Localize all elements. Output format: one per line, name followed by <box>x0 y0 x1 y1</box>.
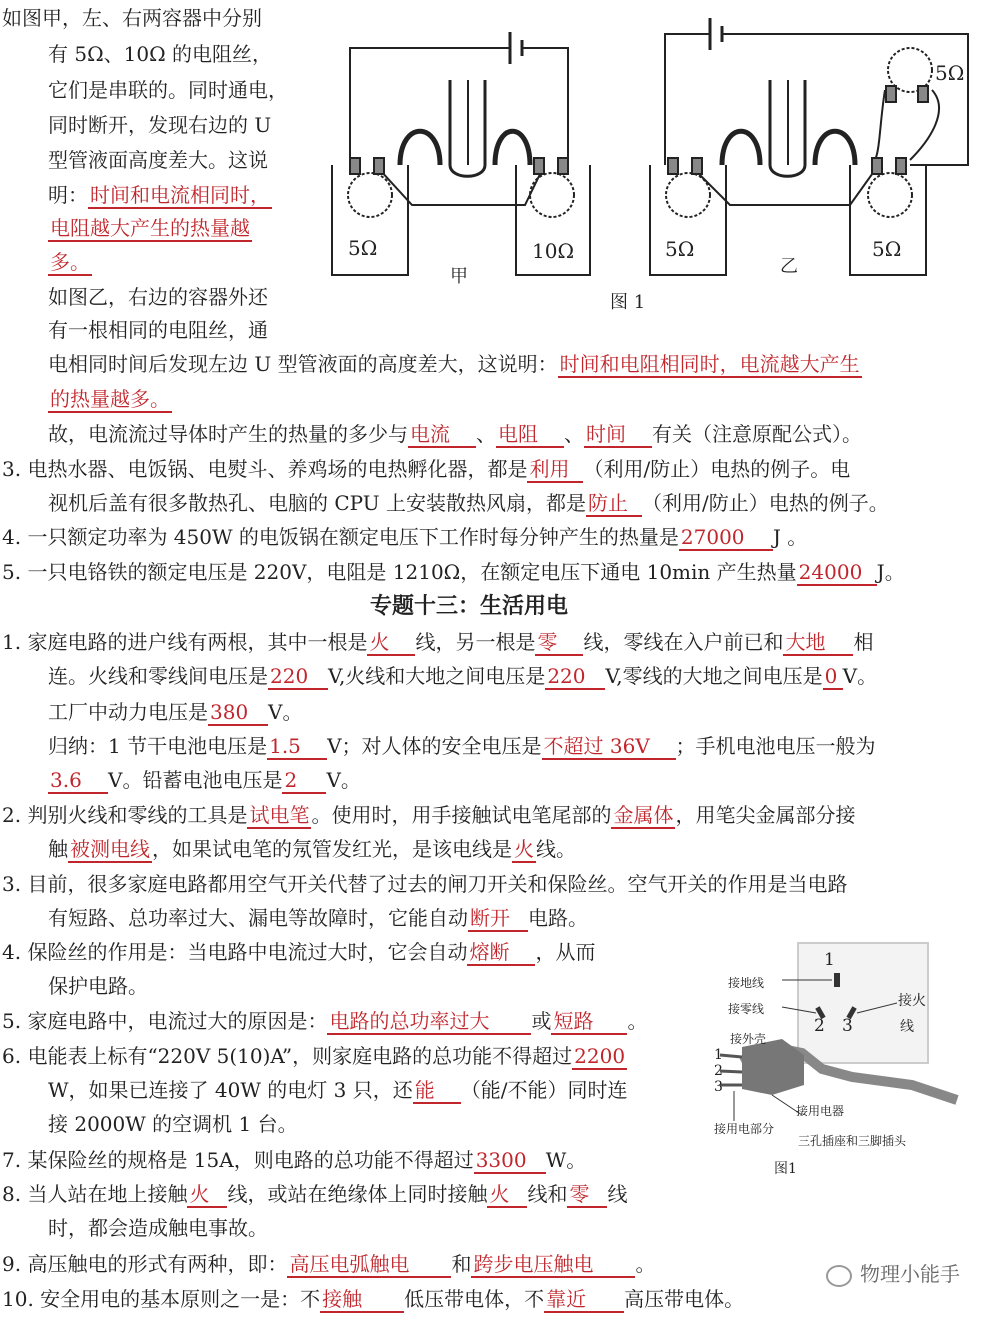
text: V；对人体的安全电压是 <box>327 734 542 758</box>
intro-line <box>48 350 862 378</box>
text: J 。 <box>772 525 808 549</box>
answer: 不超过 36V <box>542 734 676 760</box>
text: 线，零线在入户前已和 <box>583 630 784 654</box>
text: 相 <box>853 630 874 654</box>
question-3 <box>2 455 850 483</box>
text: 触 <box>48 837 68 861</box>
socket-label: 接火 <box>898 993 926 1009</box>
text: 5. 一只电铬铁的额定电压是 220V，电阻是 1210Ω，在额定电压下通电 10min 产生热量 <box>2 560 797 584</box>
text: 线，或站在绝缘体上同时接触 <box>227 1182 488 1206</box>
answer: 零 <box>535 630 583 656</box>
intro-line: 如图乙，右边的容器外还 <box>48 285 268 309</box>
plug-pin <box>720 1055 742 1057</box>
answer: 2 <box>282 768 326 794</box>
text: V,零线的大地之间电压是 <box>605 664 823 688</box>
answer: 电阻 <box>496 422 564 448</box>
answer: 防止 <box>586 491 642 517</box>
answer: 短路 <box>551 1009 627 1035</box>
text: W。 <box>545 1148 587 1172</box>
text: 低压带电体，不 <box>404 1287 545 1311</box>
text: 连。火线和零线间电压是 <box>48 664 268 688</box>
plug-label: 接用电器 <box>796 1104 845 1118</box>
text: 和 <box>451 1252 472 1276</box>
plug-pin <box>720 1071 742 1072</box>
answer: 能 <box>413 1078 461 1104</box>
text: V。 <box>842 664 878 688</box>
resistor-label: 5Ω <box>665 237 695 261</box>
intro-line: 如图甲，左、右两容器中分别 <box>2 6 262 30</box>
answer: 3.6 <box>48 768 108 794</box>
text: （能/不能）同时连 <box>460 1078 628 1102</box>
answer: 火 <box>187 1182 227 1208</box>
wechat-icon <box>826 1265 852 1287</box>
answer: 时间和电阻相同时，电流越大产生 <box>559 352 860 376</box>
text: 4. 一只额定功率为 450W 的电饭锅在额定电压下工作时每分钟产生的热量是 <box>2 525 679 549</box>
resistor-label: 10Ω <box>532 239 575 263</box>
figure-label: 乙 <box>780 256 798 277</box>
item-1-line3 <box>48 698 302 726</box>
socket-figure <box>712 935 987 1185</box>
item-10 <box>2 1285 744 1313</box>
answer: 熔断 <box>467 940 535 966</box>
text: 有短路、总功率过大、漏电等故障时，它能自动 <box>48 906 468 930</box>
answer: 电流 <box>408 422 476 448</box>
text: 电路。 <box>528 906 588 930</box>
text: J。 <box>876 560 905 584</box>
resistor-label: 5Ω <box>935 61 965 85</box>
answer: 被测电线 <box>70 837 150 861</box>
text: 9. 高压触电的形式有两种，即： <box>2 1252 288 1276</box>
text: ，如果试电笔的氖管发红光，是该电线是 <box>152 837 512 861</box>
item-2-line2 <box>48 835 576 863</box>
answer: 接触 <box>320 1287 404 1313</box>
figure-1-circuit <box>320 0 990 320</box>
answer: 跨步电压触电 <box>471 1252 635 1278</box>
plug-label: 接外壳 <box>730 1032 767 1046</box>
text: 电相同时间后发现左边 U 型管液面的高度差大，这说明： <box>48 352 558 376</box>
text: 。 <box>627 1009 648 1033</box>
answer: 时间和电流相同时， <box>90 183 270 207</box>
text: （利用/防止）电热的例子。电 <box>583 457 851 481</box>
intro-line <box>48 420 862 448</box>
answer: 火 <box>514 837 534 861</box>
answer: 时间 <box>584 422 652 448</box>
text: W，如果已连接了 40W 的电灯 3 只，还 <box>48 1078 413 1102</box>
figure-caption: 图 1 <box>610 292 646 313</box>
text: 线 <box>607 1182 628 1206</box>
item-3: 3. 目前，很多家庭电路都用空气开关代替了过去的闸刀开关和保险丝。空气开关的作用是当电路 <box>2 872 848 896</box>
text: 工厂中动力电压是 <box>48 700 208 724</box>
item-6-line3: 接 2000W 的空调机 1 台。 <box>48 1112 298 1136</box>
text: V。 <box>268 700 303 724</box>
text: V。 <box>326 768 361 792</box>
intro-line <box>48 385 172 413</box>
item-8 <box>2 1180 627 1208</box>
figure-label: 甲 <box>450 266 468 287</box>
item-4 <box>2 938 595 966</box>
plug-label: 接用电部分 <box>714 1122 775 1136</box>
question-3-line2 <box>48 489 889 517</box>
text: 线。 <box>536 837 576 861</box>
text: 或 <box>531 1009 552 1033</box>
answer: 220 <box>268 664 328 690</box>
figure-caption: 图1 <box>774 1161 797 1177</box>
pin-number: 2 <box>714 1063 723 1079</box>
answer: 断开 <box>468 906 528 932</box>
answer: 试电笔 <box>249 803 310 827</box>
item-1 <box>2 628 873 656</box>
question-5 <box>2 558 905 586</box>
hole-number: 2 <box>814 1016 825 1036</box>
text: 、 <box>564 422 584 446</box>
item-1-line5 <box>48 766 361 794</box>
intro-line <box>48 248 92 276</box>
text: V,火线和大地之间电压是 <box>328 664 546 688</box>
socket-label: 线 <box>900 1019 914 1035</box>
text: 故，电流流过导体时产生的热量的多少与 <box>48 422 408 446</box>
text: 归纳：1 节干电池电压是 <box>48 734 268 758</box>
answer: 380 <box>208 700 268 726</box>
answer: 金属体 <box>613 803 674 827</box>
pin-number: 1 <box>714 1047 723 1063</box>
text: 、 <box>476 422 496 446</box>
text: ；手机电池电压一般为 <box>675 734 876 758</box>
text: 视机后盖有很多散热孔、电脑的 CPU 上安装散热风扇，都是 <box>48 491 586 515</box>
text: ，用笔尖金属部分接 <box>675 803 856 827</box>
item-9 <box>2 1250 655 1278</box>
item-8-line2: 时，都会造成触电事故。 <box>48 1216 268 1240</box>
text: 4. 保险丝的作用是：当电路中电流过大时，它会自动 <box>2 940 468 964</box>
section-title: 专题十三：生活用电 <box>370 593 569 619</box>
text: 。使用时，用手接触试电笔尾部的 <box>311 803 612 827</box>
answer: 高压电弧触电 <box>287 1252 451 1278</box>
socket-label: 接零线 <box>728 1002 765 1016</box>
answer: 2200 <box>574 1044 626 1068</box>
figure-title: 三孔插座和三脚插头 <box>798 1134 907 1148</box>
resistor-label: 5Ω <box>872 237 902 261</box>
resistor-label: 5Ω <box>348 236 378 260</box>
text: 2. 判别火线和零线的工具是 <box>2 803 248 827</box>
item-7 <box>2 1146 586 1174</box>
answer: 0 <box>823 664 843 690</box>
item-6-line2 <box>48 1076 627 1104</box>
intro-line: 它们是串联的。同时通电， <box>48 78 288 102</box>
answer: 大地 <box>783 630 853 656</box>
item-4-line2: 保护电路。 <box>48 974 148 998</box>
text: 7. 某保险丝的规格是 15A，则电路的总功能不得超过 <box>2 1148 474 1172</box>
answer: 220 <box>545 664 605 690</box>
answer: 靠近 <box>544 1287 624 1313</box>
intro-line <box>48 214 252 242</box>
answer: 火 <box>487 1182 527 1208</box>
circuit-yi <box>650 18 968 275</box>
item-3-line2 <box>48 904 588 932</box>
answer: 24000 <box>797 560 877 586</box>
item-1-line4 <box>48 732 876 760</box>
intro-line: 型管液面高度差大。这说 <box>48 148 268 172</box>
intro-line: 有 5Ω、10Ω 的电阻丝， <box>48 42 273 66</box>
text: 线和 <box>527 1182 568 1206</box>
pin-number: 3 <box>714 1079 723 1095</box>
watermark-text: 物理小能手 <box>860 1262 960 1286</box>
intro-line <box>48 181 272 209</box>
text: V。铅蓄电池电压是 <box>108 768 283 792</box>
answer: 零 <box>567 1182 607 1208</box>
text: 10. 安全用电的基本原则之一是：不 <box>2 1287 321 1311</box>
hole-number: 1 <box>824 950 835 970</box>
answer: 电路的总功率过大 <box>327 1009 531 1035</box>
answer: 27000 <box>679 525 773 551</box>
question-4 <box>2 523 807 551</box>
text: 3. 电热水器、电饭锅、电熨斗、养鸡场的电热孵化器，都是 <box>2 457 528 481</box>
answer: 电阻越大产生的热量越 <box>50 216 250 240</box>
answer: 1.5 <box>267 734 327 760</box>
intro-line: 同时断开，发现右边的 U <box>48 113 272 137</box>
item-2 <box>2 801 855 829</box>
text: 8. 当人站在地上接触 <box>2 1182 188 1206</box>
socket-label: 接地线 <box>728 976 765 990</box>
intro-line: 有一根相同的电阻丝，通 <box>48 318 268 342</box>
text: （利用/防止）电热的例子。 <box>641 491 889 515</box>
socket-hole-1 <box>834 973 840 987</box>
text: 。 <box>635 1252 656 1276</box>
answer: 的热量越多。 <box>50 387 170 411</box>
text: 高压带电体。 <box>624 1287 745 1311</box>
text: ，从而 <box>535 940 596 964</box>
answer: 多。 <box>50 250 90 274</box>
answer: 利用 <box>527 457 583 483</box>
text: 明： <box>48 183 88 207</box>
item-6 <box>2 1042 627 1070</box>
text: 6. 电能表上标有“220V 5(10)A”，则家庭电路的总功能不得超过 <box>2 1044 573 1068</box>
watermark <box>826 1258 960 1287</box>
answer: 火 <box>367 630 415 656</box>
item-1-line2 <box>48 662 877 690</box>
answer: 3300 <box>474 1148 546 1174</box>
text: 5. 家庭电路中，电流过大的原因是： <box>2 1009 328 1033</box>
hole-number: 3 <box>842 1016 853 1036</box>
text: 1. 家庭电路的进户线有两根，其中一根是 <box>2 630 368 654</box>
text: 线，另一根是 <box>415 630 536 654</box>
text: 有关（注意原配公式）。 <box>652 422 862 446</box>
item-5 <box>2 1007 647 1035</box>
